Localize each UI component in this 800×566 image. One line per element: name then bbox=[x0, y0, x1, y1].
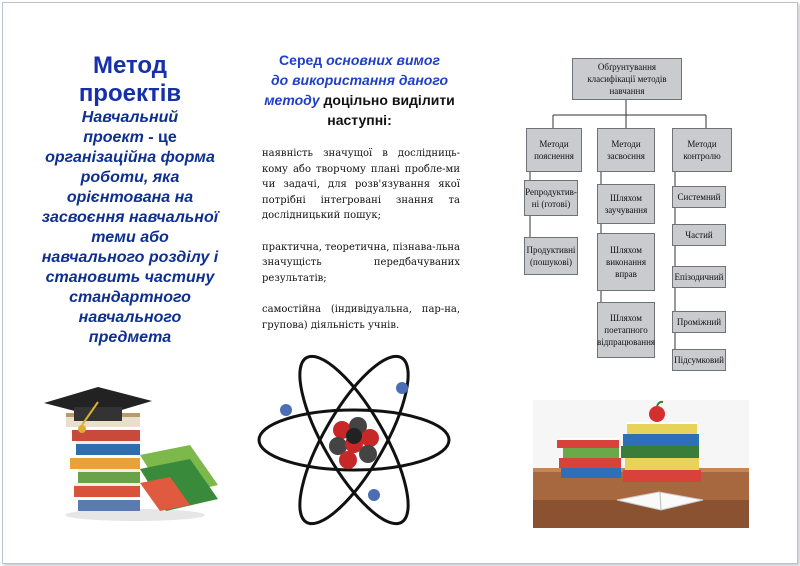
heading-emphasis: основних вимог bbox=[326, 52, 440, 68]
subtitle-word-project: проект bbox=[83, 129, 144, 146]
diagram-col3-item: Системний bbox=[672, 186, 726, 208]
diagram-root-box: Обґрунтування класифікації методів навчання bbox=[572, 58, 682, 100]
subtitle-line-1: Навчальний bbox=[81, 109, 179, 126]
body-line: орієнтована на bbox=[66, 189, 194, 206]
body-line: становить частину bbox=[45, 269, 215, 286]
title-line-1: Метод bbox=[92, 52, 168, 79]
body-line: організаційна форма bbox=[45, 149, 215, 166]
body-line: теми або bbox=[91, 229, 169, 246]
heading-emphasis: методу bbox=[264, 92, 320, 108]
diagram-col3-item: Проміжний bbox=[672, 311, 726, 333]
heading-line: до використання даного bbox=[270, 72, 449, 88]
subtitle-dash: - це bbox=[143, 129, 177, 146]
requirement-item: наявність значущої в дослідниць-кому або творчому плані пробле-ми чи задачі, для розв'язування якої потрібні інтегровані знання та дослідницький пошук; bbox=[262, 148, 460, 221]
body-line: навчального bbox=[78, 309, 182, 326]
requirement-item: самостійна (індивідуальна, пар-на, групова) діяльність учнів. bbox=[262, 304, 460, 331]
diagram-col1-item: Репродуктив-ні (готові) bbox=[524, 180, 578, 216]
heading-word: доцільно виділити bbox=[319, 92, 455, 108]
body-line: стандартного bbox=[69, 289, 191, 306]
diagram-col2-item: Шляхом заучування bbox=[597, 184, 655, 224]
heading-word: Серед bbox=[279, 52, 327, 68]
body-line: навчального розділу і bbox=[41, 249, 219, 266]
title-line-2: проектів bbox=[78, 80, 182, 107]
body-line: засвоєння навчальної bbox=[41, 209, 219, 226]
diagram-col1-head: Методи пояснення bbox=[526, 128, 582, 172]
diagram-col3-item: Підсумковий bbox=[672, 349, 726, 371]
body-line: роботи, яка bbox=[80, 169, 180, 186]
diagram-col2-head: Методи засвоєння bbox=[597, 128, 655, 172]
body-line: предмета bbox=[88, 329, 172, 346]
diagram-col3-item: Епізодичний bbox=[672, 266, 726, 288]
requirement-item: практична, теоретична, пізнава-льна значущість передбачуваних результатів; bbox=[262, 241, 460, 284]
books-apple-table-icon bbox=[533, 400, 749, 528]
diagram-col2-item: Шляхом виконання вправ bbox=[597, 233, 655, 291]
diagram-col1-item: Продуктивні (пошукові) bbox=[524, 237, 578, 275]
diagram-col2-item: Шляхом поетапного відпрацювання bbox=[597, 302, 655, 358]
diagram-col3-head: Методи контролю bbox=[672, 128, 732, 172]
heading-line: наступні: bbox=[327, 112, 392, 128]
diagram-col3-item: Частий bbox=[672, 224, 726, 246]
